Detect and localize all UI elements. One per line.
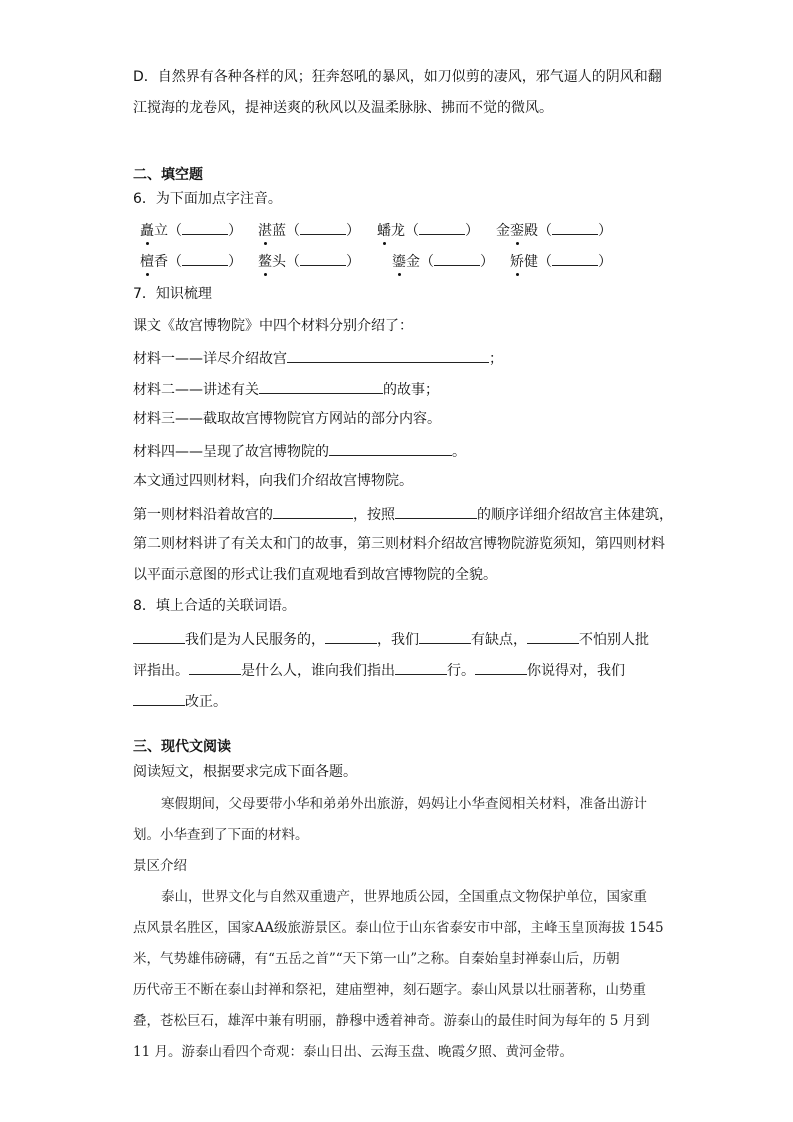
pinyin-item-8: 矫健（ ） bbox=[510, 251, 612, 271]
reading-line-3: 泰山，世界文化与自然双重遗产，世界地质公园，全国重点文物保护单位，国家重 bbox=[161, 889, 647, 905]
q7-material-3: 材料三——截取故宫博物院官方网站的部分内容。 bbox=[133, 411, 441, 427]
dotted-char: 矗 bbox=[140, 223, 154, 239]
answer-blank[interactable] bbox=[475, 660, 527, 675]
answer-blank[interactable] bbox=[273, 504, 353, 519]
dotted-char: 蟠 bbox=[377, 223, 391, 239]
answer-blank[interactable] bbox=[300, 251, 346, 266]
q7-intro: 课文《故宫博物院》中四个材料分别介绍了： bbox=[133, 318, 413, 334]
section-3-title: 三、现代文阅读 bbox=[133, 739, 231, 755]
dotted-char: 鎏 bbox=[392, 254, 406, 270]
reading-line-2: 划。小华查到了下面的材料。 bbox=[133, 827, 309, 843]
answer-blank[interactable] bbox=[287, 348, 489, 363]
pinyin-item-3: 蟠龙（ ） bbox=[377, 220, 479, 240]
option-d-line-1: D．自然界有各种各样的风；狂奔怒吼的暴风，如刀似剪的凄风，邪气逼人的阴风和翻 bbox=[133, 69, 662, 85]
reading-subheading: 景区介绍 bbox=[133, 858, 187, 874]
q7-paragraph-line-2: 第二则材料讲了有关太和门的故事，第三则材料介绍故宫博物院游览须知，第四则材料 bbox=[133, 536, 665, 552]
q6-stem: 6．为下面加点字注音。 bbox=[133, 191, 282, 207]
section-2-title: 二、填空题 bbox=[133, 167, 203, 183]
q7-paragraph-line-3: 以平面示意图的形式让我们直观地看到故宫博物院的全貌。 bbox=[133, 567, 497, 583]
answer-blank[interactable] bbox=[182, 251, 228, 266]
pinyin-item-2: 湛蓝（ ） bbox=[258, 220, 360, 240]
q8-line-1: 我们是为人民服务的， ，我们 有缺点， 不怕别人批 bbox=[133, 629, 649, 649]
q7-stem: 7．知识梳理 bbox=[133, 286, 212, 302]
answer-blank[interactable] bbox=[189, 660, 241, 675]
q8-line-3: 改正。 bbox=[133, 691, 227, 711]
q7-summary: 本文通过四则材料，向我们介绍故宫博物院。 bbox=[133, 473, 413, 489]
reading-line-8: 11 月。游泰山看四个奇观：泰山日出、云海玉盘、晚霞夕照、黄河金带。 bbox=[133, 1044, 573, 1060]
reading-line-5: 米，气势雄伟磅礴，有“五岳之首”“天下第一山”之称。自秦始皇封禅泰山后，历朝 bbox=[133, 951, 620, 967]
answer-blank[interactable] bbox=[182, 220, 228, 235]
answer-blank[interactable] bbox=[395, 504, 477, 519]
reading-line-6: 历代帝王不断在泰山封禅和祭祀，建庙塑神，刻石题字。泰山风景以壮丽著称，山势重 bbox=[133, 982, 646, 998]
pinyin-item-1: 矗立（ ） bbox=[140, 220, 242, 240]
q8-line-2: 评指出。 是什么人，谁向我们指出 行。 你说得对，我们 bbox=[133, 660, 625, 680]
answer-blank[interactable] bbox=[527, 629, 579, 644]
answer-blank[interactable] bbox=[395, 660, 447, 675]
reading-line-7: 叠，苍松巨石，雄浑中兼有明丽，静穆中透着神奇。游泰山的最佳时间为每年的 5 月到 bbox=[133, 1013, 650, 1029]
answer-blank[interactable] bbox=[325, 629, 377, 644]
pinyin-item-5: 檀香（ ） bbox=[140, 251, 242, 271]
q8-stem: 8．填上合适的关联词语。 bbox=[133, 598, 296, 614]
dotted-char: 檀 bbox=[140, 254, 154, 270]
q7-material-2: 材料二——讲述有关 的故事； bbox=[133, 379, 439, 399]
reading-line-4: 点风景名胜区，国家AA级旅游景区。泰山位于山东省泰安市中部，主峰玉皇顶海拔 1545 bbox=[133, 920, 664, 936]
answer-blank[interactable] bbox=[434, 251, 480, 266]
dotted-char: 湛 bbox=[258, 223, 272, 239]
answer-blank[interactable] bbox=[419, 220, 465, 235]
dotted-char: 矫 bbox=[510, 254, 524, 270]
pinyin-item-4: 金銮殿（ ） bbox=[496, 220, 612, 240]
answer-blank[interactable] bbox=[133, 691, 185, 706]
option-d-line-2: 江搅海的龙卷风，提神送爽的秋风以及温柔脉脉、拂而不觉的微风。 bbox=[133, 100, 553, 116]
answer-blank[interactable] bbox=[419, 629, 471, 644]
q7-paragraph-line-1: 第一则材料沿着故宫的 ，按照 的顺序详细介绍故宫主体建筑， bbox=[133, 504, 673, 524]
pinyin-item-6: 鳌头（ ） bbox=[258, 251, 360, 271]
section-3-instruction: 阅读短文，根据要求完成下面各题。 bbox=[133, 764, 357, 780]
answer-blank[interactable] bbox=[552, 251, 598, 266]
answer-blank[interactable] bbox=[133, 629, 185, 644]
dotted-char: 鳌 bbox=[258, 254, 272, 270]
pinyin-item-7: 鎏金（ ） bbox=[392, 251, 494, 271]
answer-blank[interactable] bbox=[329, 441, 452, 456]
q7-material-1: 材料一——详尽介绍故宫 ； bbox=[133, 348, 503, 368]
answer-blank[interactable] bbox=[259, 379, 383, 394]
q7-material-4: 材料四——呈现了故宫博物院的 。 bbox=[133, 441, 466, 461]
dotted-char: 銮 bbox=[510, 223, 524, 239]
answer-blank[interactable] bbox=[552, 220, 598, 235]
reading-line-1: 寒假期间，父母要带小华和弟弟外出旅游，妈妈让小华查阅相关材料，准备出游计 bbox=[161, 796, 647, 812]
answer-blank[interactable] bbox=[300, 220, 346, 235]
